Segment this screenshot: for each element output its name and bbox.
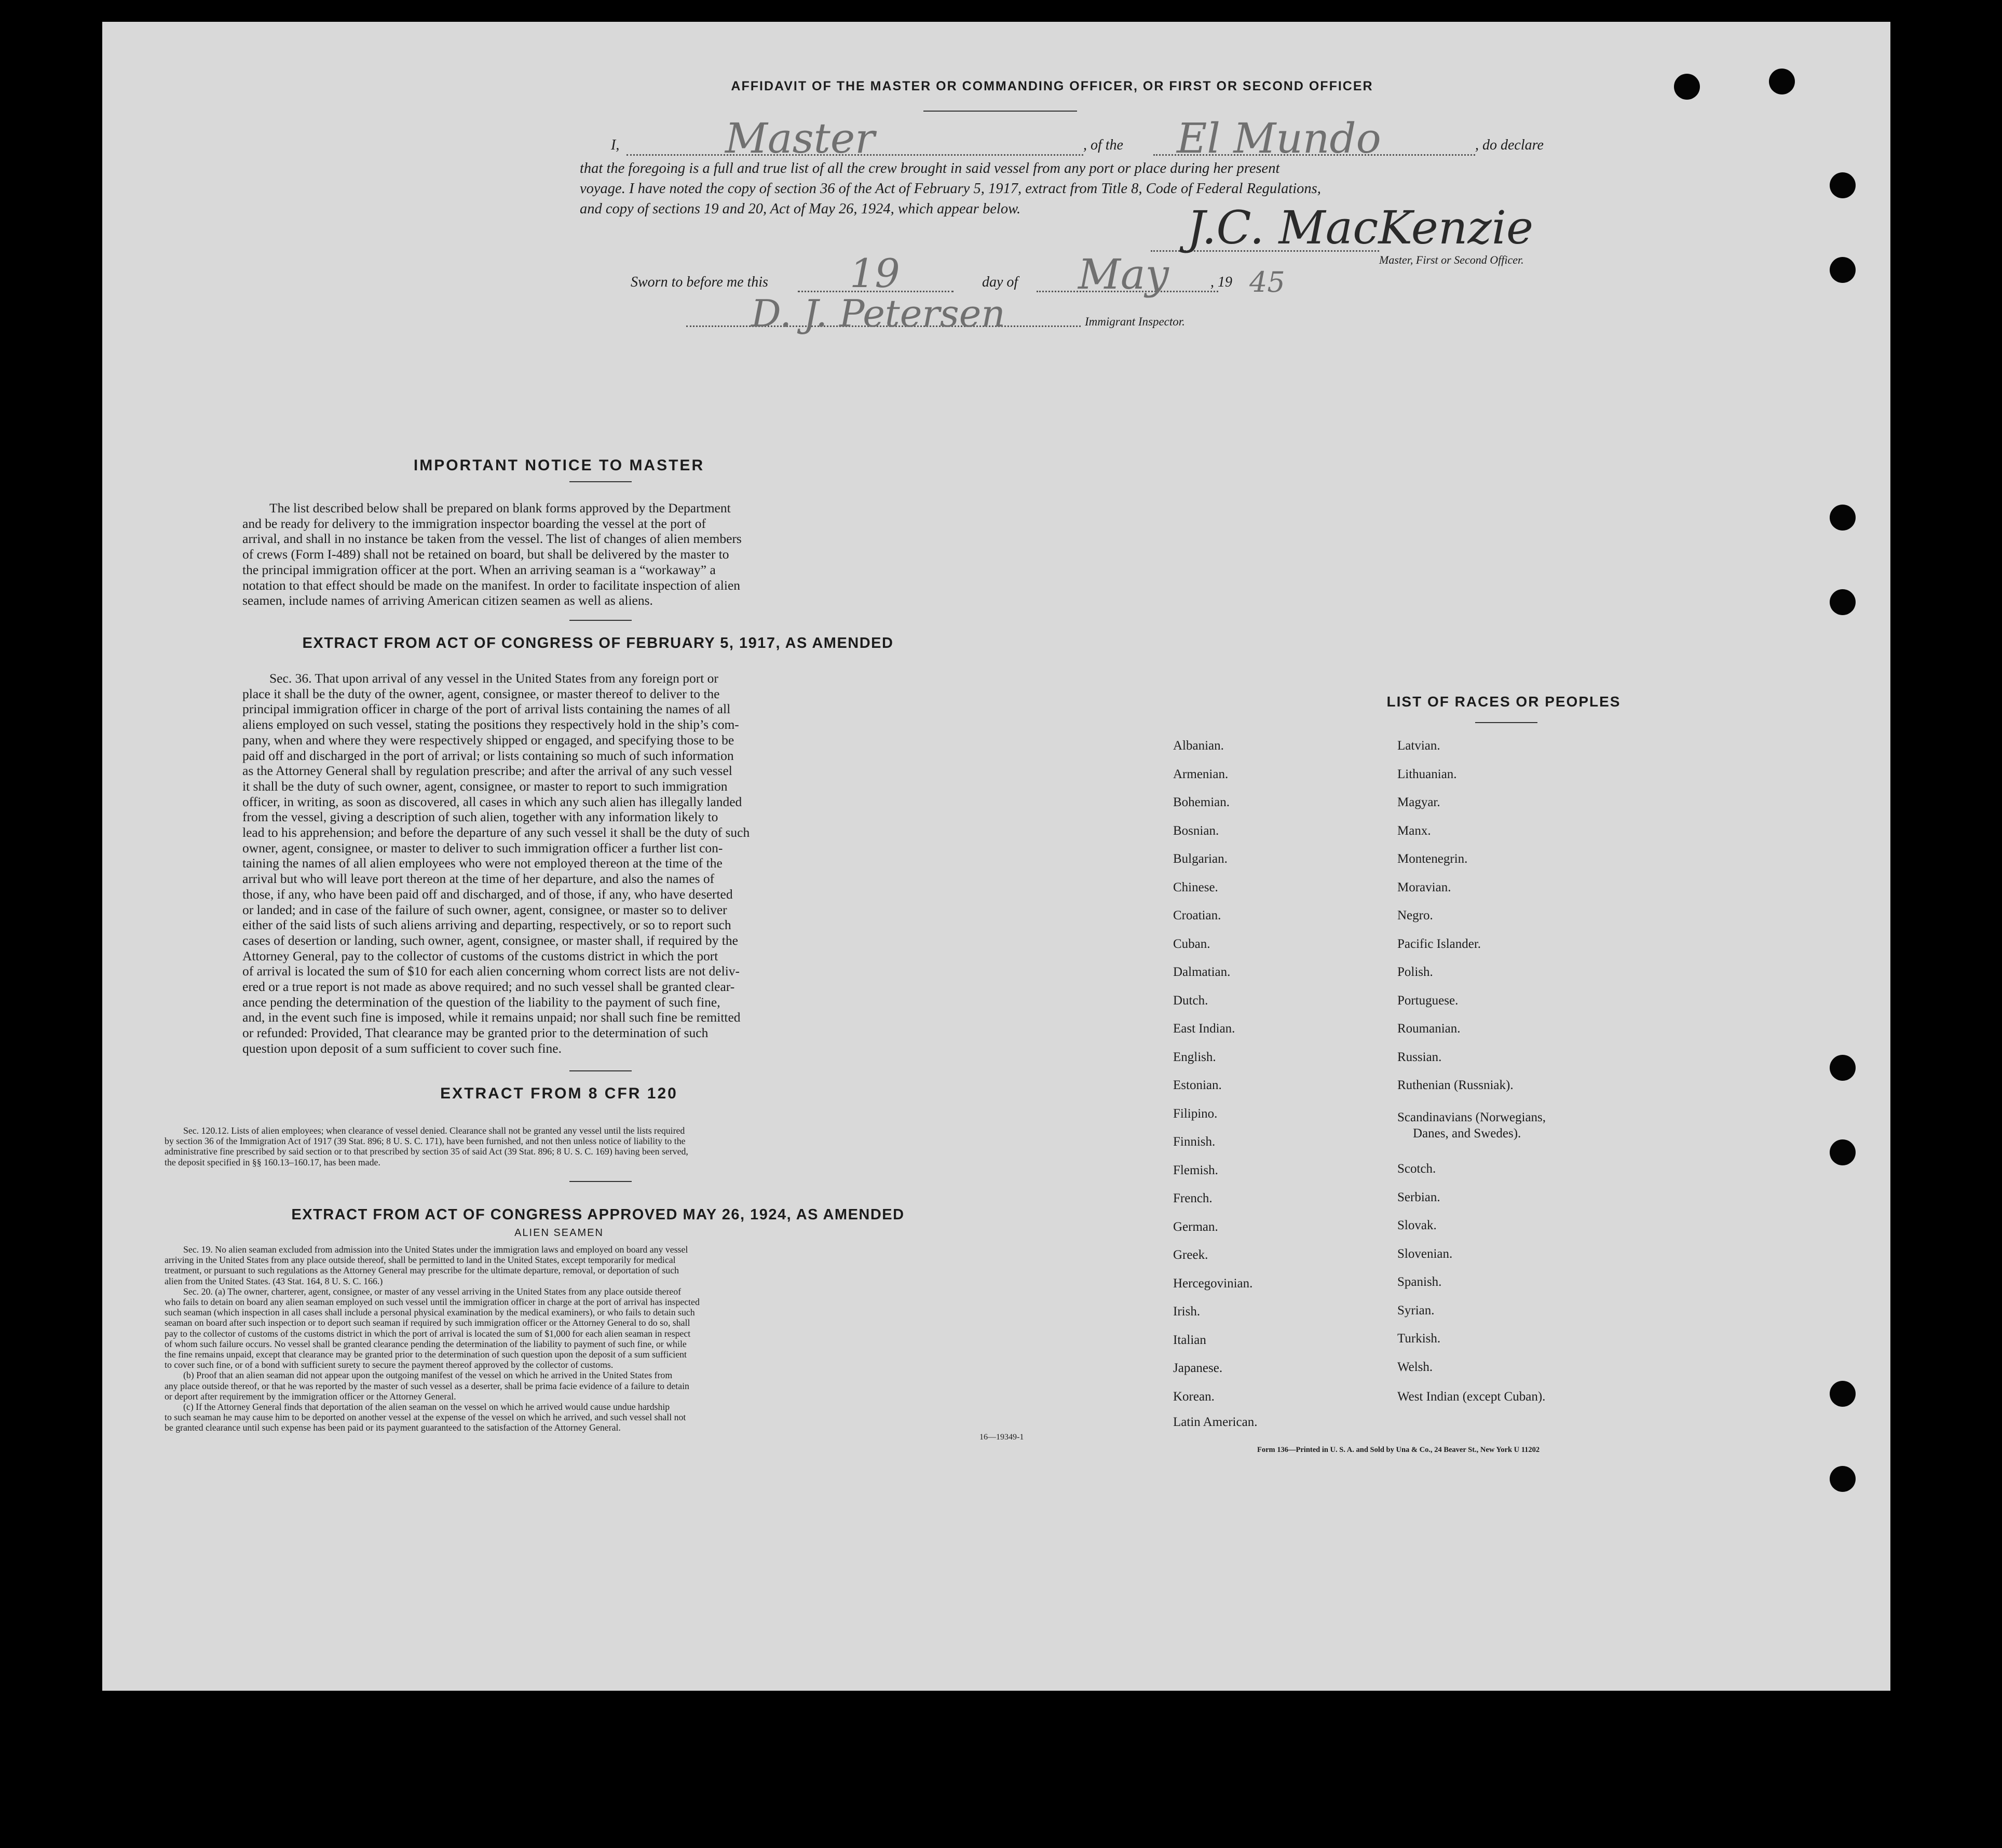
race-item: Estonian.	[1173, 1078, 1222, 1092]
extract-cfr-title: EXTRACT FROM 8 CFR 120	[440, 1085, 678, 1102]
race-item: Scandinavians (Norwegians,	[1397, 1110, 1546, 1124]
race-item: Syrian.	[1397, 1303, 1435, 1317]
race-item: Latin American.	[1173, 1415, 1258, 1429]
race-item: Dalmatian.	[1173, 965, 1231, 979]
race-item: Irish.	[1173, 1305, 1201, 1319]
punch-hole	[1830, 1139, 1856, 1165]
punch-hole	[1830, 172, 1856, 198]
race-item: Moravian.	[1397, 880, 1451, 894]
race-item: Polish.	[1397, 965, 1433, 979]
race-item: Finnish.	[1173, 1135, 1216, 1149]
race-item: Montenegrin.	[1397, 852, 1468, 866]
day-of: day of	[982, 274, 1018, 290]
race-item: Bohemian.	[1173, 795, 1230, 809]
race-item: Filipino.	[1173, 1107, 1218, 1121]
race-item: Latvian.	[1397, 739, 1440, 753]
race-item: Welsh.	[1397, 1360, 1433, 1374]
race-item: English.	[1173, 1050, 1216, 1064]
race-item: Danes, and Swedes).	[1413, 1126, 1521, 1140]
race-item: Korean.	[1173, 1390, 1215, 1404]
race-item: Spanish.	[1397, 1275, 1442, 1289]
punch-hole	[1830, 1381, 1856, 1407]
declaration-i: I,	[611, 137, 620, 153]
race-item: Portuguese.	[1397, 994, 1459, 1008]
divider	[569, 481, 632, 482]
race-item: Roumanian.	[1397, 1022, 1461, 1036]
race-item: Pacific Islander.	[1397, 937, 1481, 951]
affidavit-title: AFFIDAVIT OF THE MASTER OR COMMANDING OFFICER, OR FIRST OR SECOND OFFICER	[731, 79, 1373, 93]
divider	[569, 620, 632, 621]
notice-title: IMPORTANT NOTICE TO MASTER	[413, 457, 705, 474]
race-item: Negro.	[1397, 908, 1433, 922]
year-prefix: , 19	[1210, 274, 1232, 290]
extract-1924-title: EXTRACT FROM ACT OF CONGRESS APPROVED MAY 26, 1924, AS AMENDED	[291, 1206, 905, 1223]
declaration-do-declare: , do declare	[1475, 137, 1544, 153]
race-item: Scotch.	[1397, 1162, 1436, 1176]
race-item: Japanese.	[1173, 1361, 1223, 1375]
handwritten-month: May	[1078, 250, 1169, 298]
divider	[569, 1070, 632, 1071]
race-item: Manx.	[1397, 824, 1431, 838]
inspector-caption: Immigrant Inspector.	[1085, 315, 1185, 328]
document-page	[102, 22, 1890, 1691]
race-item: Greek.	[1173, 1248, 1208, 1262]
race-item: Hercegovinian.	[1173, 1276, 1253, 1290]
notice-paragraph: The list described below shall be prepared on blank forms approved by the Department and be ready for delivery to the immigration inspector boarding the vessel at the port of arrival, and shall in no instance be taken from the vessel. The list of changes of alien members of crews (Form I-489) shall not be retained on board, but shall be delivered by the master to the principal immigration officer at the port. When an arriving seaman is a “workaway” a notation to that effect should be made on the manifest. In order to facilitate inspection of alien seamen, include names of arriving American citizen seamen as well as aliens.	[242, 500, 742, 608]
race-item: Ruthenian (Russniak).	[1397, 1078, 1514, 1092]
handwritten-rank: Master	[725, 114, 875, 162]
punch-hole	[1830, 1466, 1856, 1492]
form-footer: Form 136—Printed in U. S. A. and Sold by Una & Co., 24 Beaver St., New York U 11202	[1257, 1446, 1540, 1454]
punch-hole	[1830, 1055, 1856, 1081]
race-item: Lithuanian.	[1397, 767, 1457, 781]
punch-hole	[1830, 257, 1856, 283]
race-item: Armenian.	[1173, 767, 1229, 781]
race-item: Bosnian.	[1173, 824, 1219, 838]
race-item: Russian.	[1397, 1050, 1442, 1064]
race-item: Bulgarian.	[1173, 852, 1228, 866]
punch-hole	[1674, 74, 1700, 100]
master-signature: J.C. MacKenzie	[1187, 201, 1534, 254]
inspector-signature: D. J. Petersen	[751, 292, 1005, 335]
divider	[569, 1181, 632, 1182]
declaration-line: voyage. I have noted the copy of section 36 of the Act of February 5, 1917, extract from Title 8, Code of Federal Regulations,	[580, 181, 1321, 197]
divider	[1475, 722, 1537, 723]
race-item: Albanian.	[1173, 739, 1224, 753]
race-item: Magyar.	[1397, 795, 1440, 809]
race-item: Italian	[1173, 1333, 1206, 1347]
race-item: German.	[1173, 1220, 1218, 1234]
extract-1924-paragraph: Sec. 19. No alien seaman excluded from admission into the United States under the immigration laws and employed on board any vessel arriving in the United States from any place outside thereof, shall be permitted to land in the United States, except temporarily for medical treatment, or pursuant to such regulations as the Attorney General may prescribe for the ultimate departure, removal, or deportation of such alien from the United States. (43 Stat. 164, 8 U. S. C. 166.) Sec. 20. (a) The owner, charterer, agent, consignee, or master of any vessel arriving in the United States from any place outside thereof who fails to detain on board any alien seaman employed on such vessel until the immigration officer in charge at the port of arrival has inspected such seaman (which inspection in all cases shall include a personal physical examination by the medical examiners), or who fails to detain such seaman on board after such inspection or to deport such seaman if required by such immigration officer or the Attorney General to do so, shall pay to the collector of customs of the customs district in which the port of arrival is located the sum of $1,000 for each alien seaman in respect of whom such failure occurs. No vessel shall be granted clearance pending the determination of the liability to payment of such fine, or while the fine remains unpaid, except that clearance may be granted prior to the determination of such question upon the deposit of a sum sufficient to cover such fine, or of a bond with sufficient surety to secure the payment thereof approved by the collector of customs. (b) Proof that an alien seaman did not appear upon the outgoing manifest of the vessel on which he arrived in the United States from any place outside thereof, or that he was reported by the master of such vessel as a deserter, shall be prima facie evidence of a failure to detain or deport after requirement by the immigration officer or the Attorney General. (c) If the Attorney General finds that deportation of the alien seaman on the vessel on which he arrived would cause undue hardship to such seaman he may cause him to be deported on another vessel at the expense of the vessel on which he arrived, and such vessel shall not be granted clearance until such expense has been paid or its payment guaranteed to the satisfaction of the Attorney General.	[165, 1244, 700, 1433]
race-item: Dutch.	[1173, 994, 1208, 1008]
declaration-line: that the foregoing is a full and true list of all the crew brought in said vessel from any port or place during her present	[580, 160, 1280, 176]
race-item: French.	[1173, 1191, 1213, 1205]
race-item: West Indian (except Cuban).	[1397, 1390, 1546, 1404]
handwritten-day: 19	[850, 250, 900, 296]
punch-hole	[1830, 589, 1856, 615]
race-item: Slovak.	[1397, 1218, 1437, 1232]
race-item: Croatian.	[1173, 908, 1221, 922]
race-item: Cuban.	[1173, 937, 1210, 951]
sworn-prefix: Sworn to before me this	[631, 274, 768, 290]
extract-cfr-paragraph: Sec. 120.12. Lists of alien employees; when clearance of vessel denied. Clearance shall not be granted any vessel until the lists required by section 36 of the Immigration Act of 1917 (39 Stat. 896; 8 U. S. C. 171), have been furnished, and not then unless notice of liability to the administrative fine prescribed by said section or to that prescribed by section 35 of said Act (39 Stat. 896; 8 U. S. C. 169) having been served, the deposit specified in §§ 160.13–160.17, has been made.	[165, 1125, 688, 1167]
race-item: Chinese.	[1173, 880, 1218, 894]
form-number: 16—19349-1	[979, 1433, 1024, 1442]
officer-caption: Master, First or Second Officer.	[1379, 253, 1524, 266]
race-item: Slovenian.	[1397, 1247, 1453, 1261]
declaration-of-the: , of the	[1083, 137, 1123, 153]
race-item: Turkish.	[1397, 1331, 1441, 1346]
punch-hole	[1769, 69, 1795, 94]
handwritten-year: 45	[1249, 266, 1285, 298]
races-title: LIST OF RACES OR PEOPLES	[1386, 694, 1621, 710]
race-item: Flemish.	[1173, 1163, 1218, 1177]
extract-1924-subtitle: ALIEN SEAMEN	[514, 1227, 604, 1239]
race-item: Serbian.	[1397, 1190, 1440, 1204]
handwritten-vessel-name: El Mundo	[1177, 114, 1381, 162]
race-item: East Indian.	[1173, 1022, 1235, 1036]
extract-1917-paragraph: Sec. 36. That upon arrival of any vessel in the United States from any foreign port or place it shall be the duty of the owner, agent, consignee, or master thereof to deliver to the principal immigration officer in charge of the port of arrival lists containing the names of all aliens employed on such vessel, stating the positions they respectively hold in the ship’s com- pany, when and where they were respectively shipped or engaged, and specifying those to be paid off and discharged in the port of arrival; or lists containing so much of such information as the Attorney General shall by regulation prescribe; and after the arrival of any such vessel it shall be the duty of such owner, agent, consignee, or master to report to such immigration officer, in writing, as soon as discovered, all cases in which any such alien has illegally landed from the vessel, giving a description of such alien, together with any information likely to lead to his apprehension; and before the departure of any such vessel it shall be the duty of such owner, agent, consignee, or master to deliver to such immigration officer a further list con- taining the names of all alien employees who were not employed thereon at the time of the arrival but who will leave port thereon at the time of her departure, and also the names of those, if any, who have been paid off and discharged, and of those, if any, who have deserted or landed; and in case of the failure of such owner, agent, consignee, or master so to deliver either of the said lists of such aliens arriving and departing, respectively, or so to report such cases of desertion or landing, such owner, agent, consignee, or master shall, if required by the Attorney General, pay to the collector of customs of the customs district in which the port of arrival is located the sum of $10 for each alien concerning whom correct lists are not deliv- ered or a true report is not made as above required; and no such vessel shall be granted clear- ance pending the determination of the question of the liability to the payment of such fine, and, in the event such fine is imposed, while it remains unpaid; nor shall such fine be remitted or refunded: Provided, That clearance may be granted prior to the determination of such question upon deposit of a sum sufficient to cover such fine.	[242, 671, 750, 1056]
punch-hole	[1830, 505, 1856, 531]
declaration-line: and copy of sections 19 and 20, Act of May 26, 1924, which appear below.	[580, 201, 1021, 217]
extract-1917-title: EXTRACT FROM ACT OF CONGRESS OF FEBRUARY 5, 1917, AS AMENDED	[302, 635, 894, 651]
divider	[923, 111, 1077, 112]
